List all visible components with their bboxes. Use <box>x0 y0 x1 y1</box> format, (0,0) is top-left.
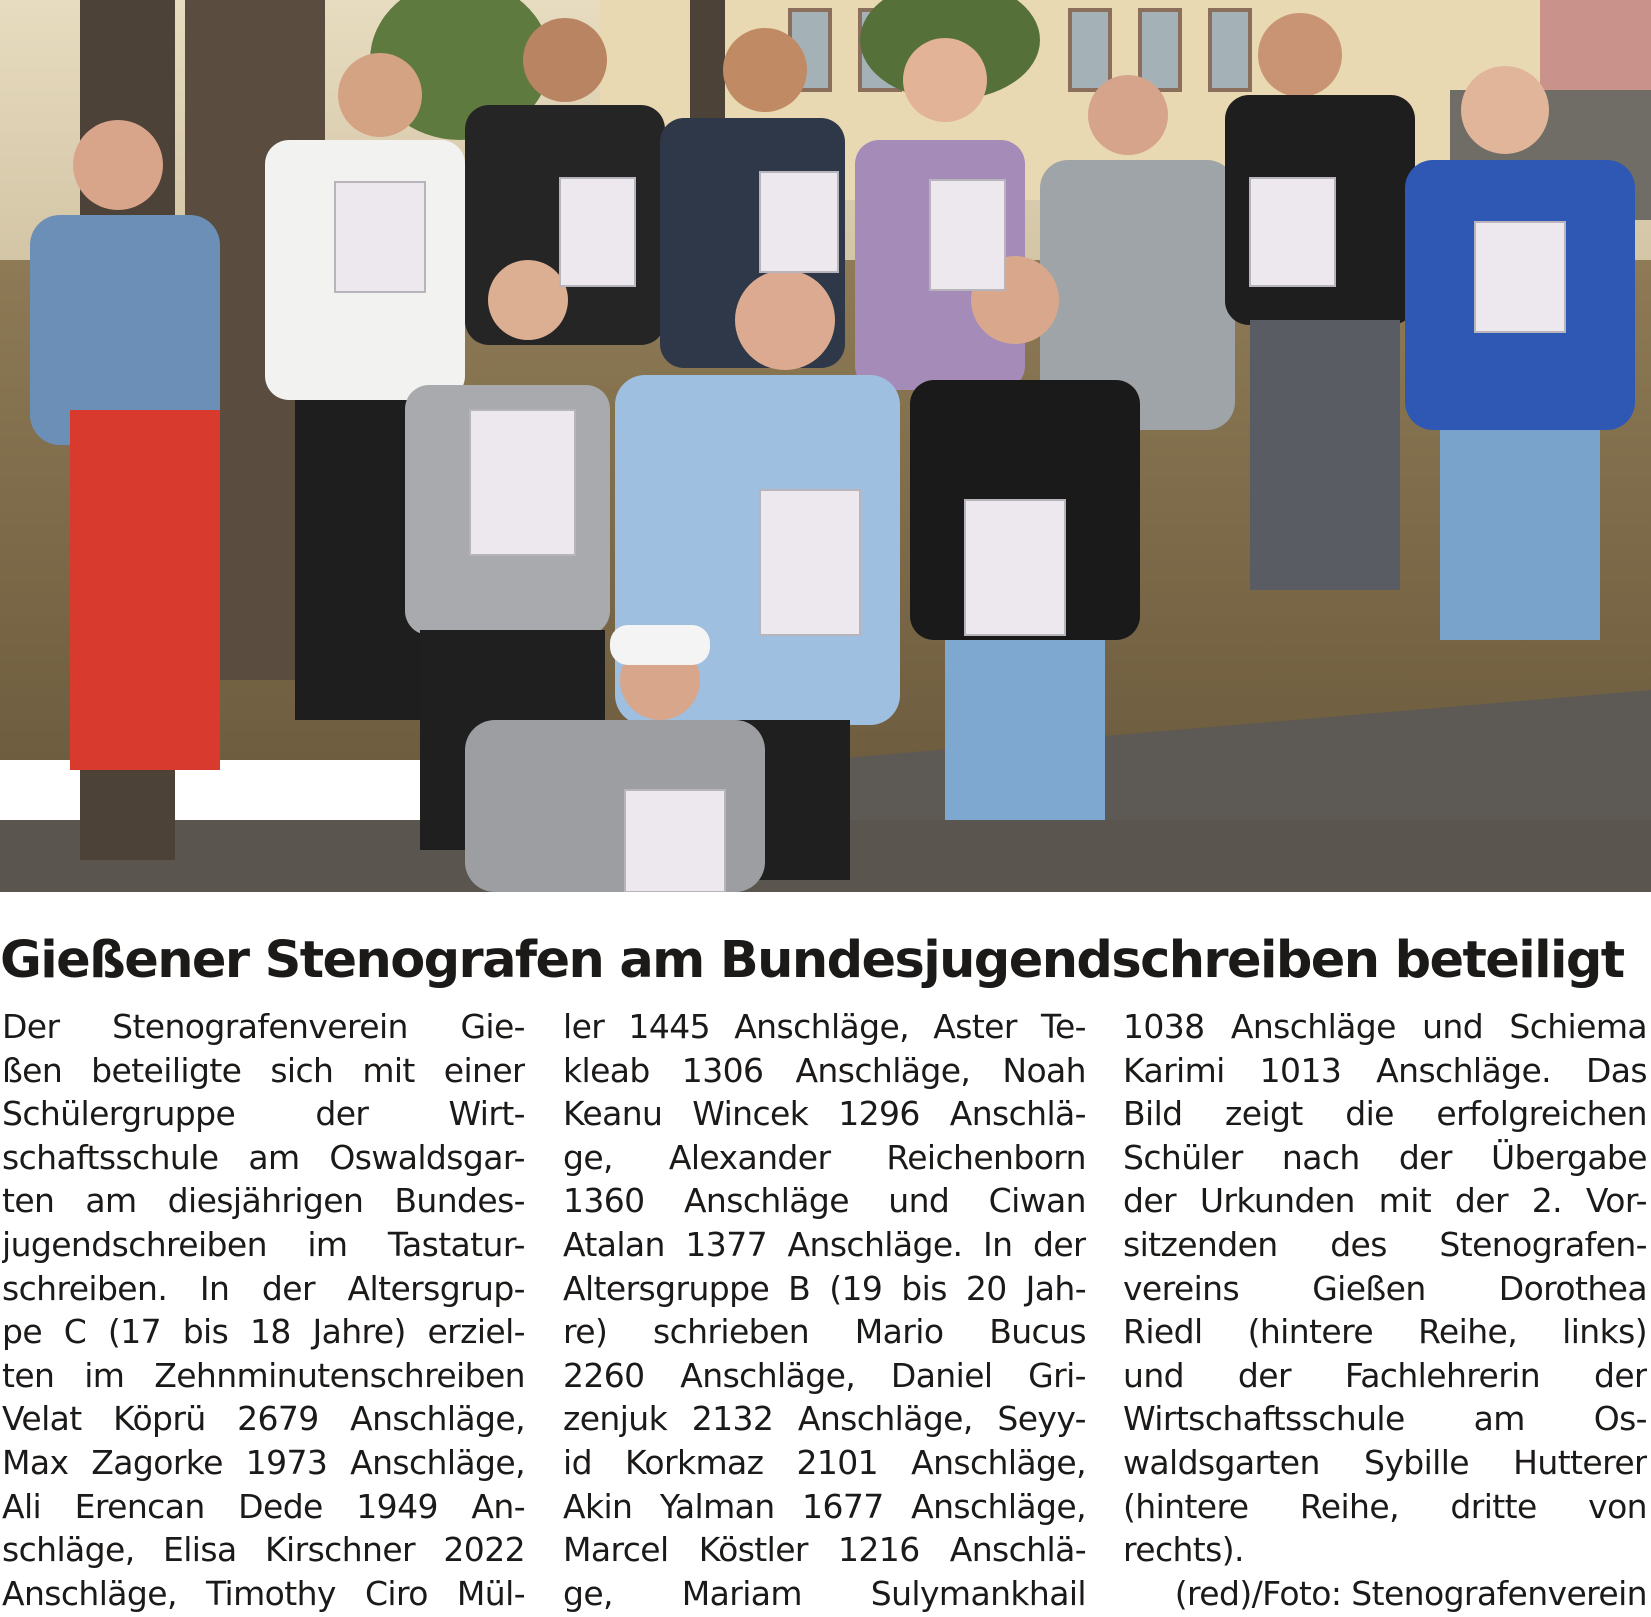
text-line: Max Zagorke 1973 Anschläge, <box>2 1442 525 1482</box>
text-line: Schülergruppe der Wirt- <box>2 1094 525 1134</box>
text-line: Karimi 1013 Anschläge. Das <box>1123 1050 1647 1090</box>
text-line: schaftsschule am Oswaldsgar- <box>2 1137 525 1177</box>
text-line: Riedl (hintere Reihe, links) <box>1123 1312 1647 1352</box>
text-line: Schüler nach der Übergabe <box>1123 1137 1647 1177</box>
text-line: kleab 1306 Anschläge, Noah <box>563 1050 1086 1090</box>
text-line: und der Fachlehrerin der <box>1123 1355 1647 1395</box>
text-line: re) schrieben Mario Bucus <box>563 1312 1086 1352</box>
text-line: Atalan 1377 Anschläge. In der <box>563 1224 1086 1264</box>
article-headline: Gießener Stenografen am Bundesjugendschreiben beteiligt <box>0 931 1624 990</box>
text-line: Marcel Köstler 1216 Anschlä- <box>563 1530 1086 1570</box>
text-line: zenjuk 2132 Anschläge, Seyy- <box>563 1399 1086 1439</box>
text-line: waldsgarten Sybille Hutterer <box>1123 1442 1647 1482</box>
text-line: Bild zeigt die erfolgreichen <box>1123 1094 1647 1134</box>
article-body <box>0 1005 1651 1615</box>
article-column-3 <box>1123 1005 1647 1617</box>
text-line: der Urkunden mit der 2. Vor- <box>1123 1181 1647 1221</box>
text-line: Akin Yalman 1677 Anschläge, <box>563 1486 1086 1526</box>
text-line: Velat Köprü 2679 Anschläge, <box>2 1399 525 1439</box>
photo-credit: (red)/Foto: Stenografenverein <box>1174 1573 1647 1613</box>
text-line: schläge, Elisa Kirschner 2022 <box>2 1530 525 1570</box>
article-column-1 <box>2 1005 525 1617</box>
text-line: ten am diesjährigen Bundes- <box>2 1181 525 1221</box>
text-line: Altersgruppe B (19 bis 20 Jah- <box>563 1268 1086 1308</box>
text-line: ßen beteiligte sich mit einer <box>2 1050 525 1090</box>
text-line: ge, Alexander Reichenborn <box>563 1137 1086 1177</box>
text-line: ge, Mariam Sulymankhail <box>563 1573 1086 1613</box>
text-line: 1360 Anschläge und Ciwan <box>563 1181 1086 1221</box>
text-line: Ali Erencan Dede 1949 An- <box>2 1486 525 1526</box>
text-line: ler 1445 Anschläge, Aster Te- <box>563 1007 1086 1046</box>
text-line: id Korkmaz 2101 Anschläge, <box>563 1442 1086 1482</box>
text-line: Wirtschaftsschule am Os- <box>1123 1399 1647 1439</box>
article-column-2 <box>563 1005 1086 1617</box>
text-line: vereins Gießen Dorothea <box>1123 1268 1647 1308</box>
text-line: Keanu Wincek 1296 Anschlä- <box>563 1094 1086 1134</box>
text-line: pe C (17 bis 18 Jahre) erziel- <box>2 1312 525 1352</box>
text-line: Anschläge, Timothy Ciro Mül- <box>2 1573 525 1613</box>
text-line: schreiben. In der Altersgrup- <box>2 1268 525 1308</box>
text-line: 1038 Anschläge und Schiema <box>1123 1007 1647 1046</box>
text-line: 2260 Anschläge, Daniel Gri- <box>563 1355 1086 1395</box>
text-line: sitzenden des Stenografen- <box>1123 1224 1647 1264</box>
text-line: jugendschreiben im Tastatur- <box>2 1224 525 1264</box>
text-line: Der Stenografenverein Gie- <box>2 1007 525 1046</box>
text-line: ten im Zehnminutenschreiben <box>2 1355 525 1395</box>
text-line: rechts). <box>1123 1530 1244 1570</box>
text-line: (hintere Reihe, dritte von <box>1123 1486 1647 1526</box>
